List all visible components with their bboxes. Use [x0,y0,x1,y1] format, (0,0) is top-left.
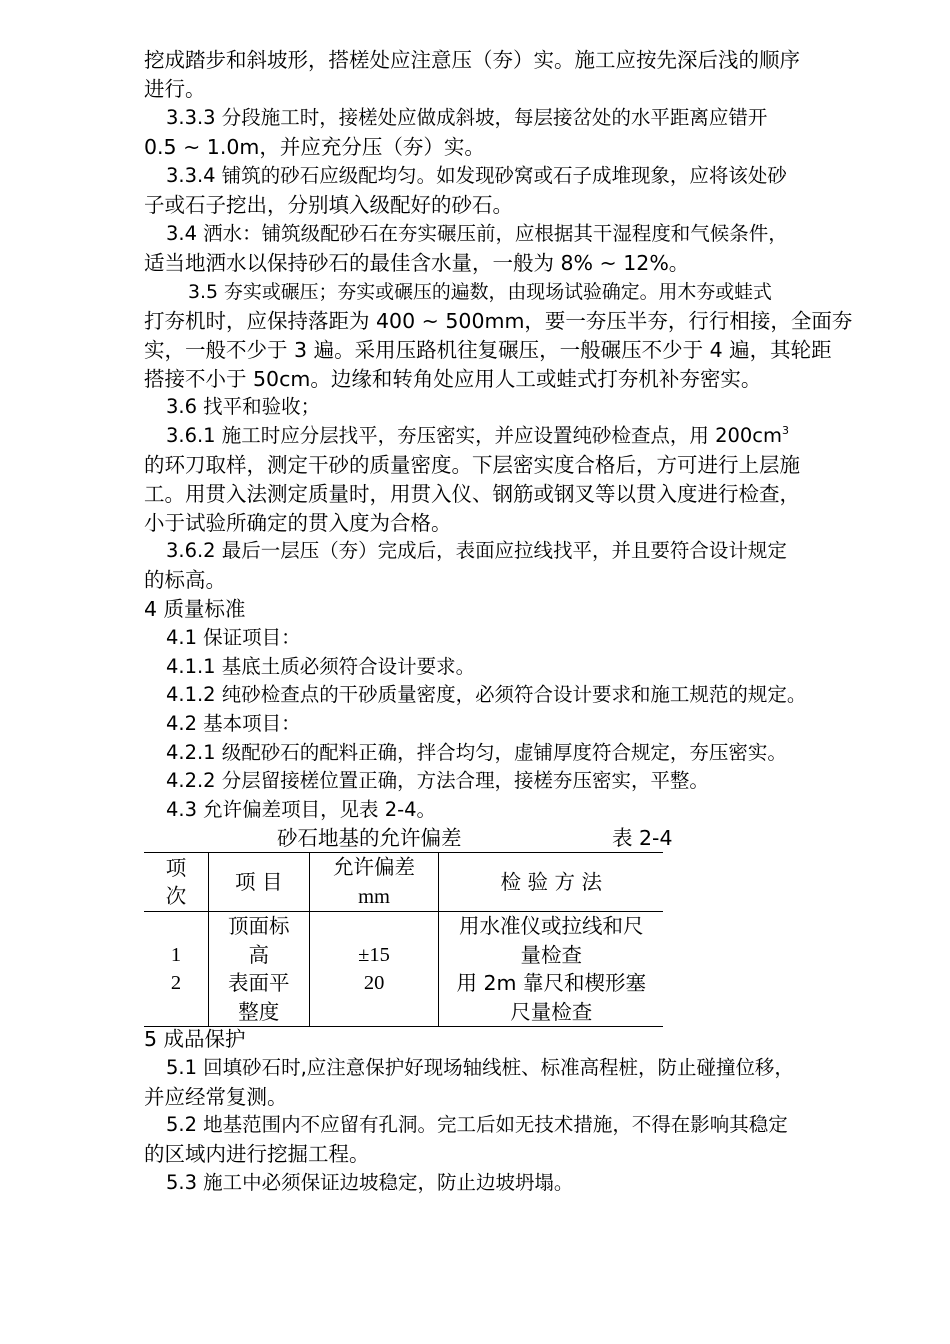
paragraph-line: 小于试验所确定的贯入度为合格。 [144,511,452,535]
table-number: 表 2-4 [612,826,673,850]
clause-4-3: 4.3 允许偏差项目，见表 2-4。 [166,798,437,821]
paragraph-line: 挖成踏步和斜坡形，搭槎处应注意压（夯）实。施工应按先深后浅的顺序 [144,48,800,72]
clause-4-1-1: 4.1.1 基底土质必须符合设计要求。 [166,655,476,678]
deviation-table [144,852,663,1027]
cell-deviation: ±15 20 [309,912,439,1027]
clause-4-2-2: 4.2.2 分层留接槎位置正确，方法合理，接槎夯压密实，平整。 [166,769,709,792]
section-heading-5: 5 成品保护 [144,1027,246,1051]
cubic-superscript: 3 [781,424,789,437]
clause-4-2-1: 4.2.1 级配砂石的配料正确，拌合均匀，虚铺厚度符合规定，夯压密实。 [166,741,787,764]
paragraph-line: 的标高。 [144,568,226,592]
paragraph-line: 打夯机时，应保持落距为 400 ~ 500mm，要一夯压半夯，行行相接，全面夯 [144,309,853,333]
clause-3-6-1 [166,422,906,450]
header-seq: 项 次 [144,853,208,912]
paragraph-line: 实，一般不少于 3 遍。采用压路机往复碾压，一般碾压不少于 4 遍，其轮距 [144,338,832,362]
table-header-row [144,853,663,912]
clause-3-6: 3.6 找平和验收； [166,395,321,418]
paragraph-line: 并应经常复测。 [144,1085,288,1109]
clause-4-1: 4.1 保证项目： [166,626,301,649]
clause-5-2: 5.2 地基范围内不应留有孔洞。完工后如无技术措施，不得在影响其稳定 [166,1113,788,1136]
clause-3-6-2: 3.6.2 最后一层压（夯）完成后，表面应拉线找平，并且要符合设计规定 [166,539,787,562]
header-method: 检 验 方 法 [439,853,663,912]
paragraph-line: 0.5 ~ 1.0m，并应充分压（夯）实。 [144,135,485,159]
clause-3-4: 3.4 洒水：铺筑级配砂石在夯实碾压前，应根据其干湿程度和气候条件， [166,222,788,245]
cell-item: 顶面标 高 表面平 整度 [208,912,309,1027]
clause-3-5: 3.5 夯实或碾压；夯实或碾压的遍数，由现场试验确定。用木夯或蛙式 [188,281,772,303]
clause-3-3-4: 3.3.4 铺筑的砂石应级配均匀。如发现砂窝或石子成堆现象，应将该处砂 [166,164,787,187]
paragraph-line: 的环刀取样，测定干砂的质量密度。下层密实度合格后，方可进行上层施 [144,453,800,477]
table-row [144,912,663,1027]
paragraph-line: 子或石子挖出，分别填入级配好的砂石。 [144,193,513,217]
clause-3-6-1-text: 3.6.1 施工时应分层找平，夯压密实，并应设置纯砂检查点，用 200cm [166,424,782,447]
header-deviation: 允许偏差 mm [309,853,439,912]
clause-5-1: 5.1 回填砂石时,应注意保护好现场轴线桩、标准高程桩，防止碰撞位移， [166,1056,794,1079]
clause-4-1-2: 4.1.2 纯砂检查点的干砂质量密度，必须符合设计要求和施工规范的规定。 [166,683,807,706]
paragraph-line: 适当地洒水以保持砂石的最佳含水量，一般为 8% ~ 12%。 [144,251,690,275]
paragraph-line: 进行。 [144,77,206,101]
clause-4-2: 4.2 基本项目： [166,712,301,735]
clause-3-3-3: 3.3.3 分段施工时，接槎处应做成斜坡，每层接岔处的水平距离应错开 [166,106,768,129]
section-heading-4: 4 质量标准 [144,597,246,621]
paragraph-line: 的区域内进行挖掘工程。 [144,1142,370,1166]
paragraph-line: 工。用贯入法测定质量时，用贯入仪、钢筋或钢叉等以贯入度进行检查， [144,482,800,506]
table-title: 砂石地基的允许偏差 [277,826,462,850]
header-item: 项 目 [208,853,309,912]
paragraph-line: 搭接不小于 50cm。边缘和转角处应用人工或蛙式打夯机补夯密实。 [144,367,762,391]
clause-5-3: 5.3 施工中必须保证边坡稳定，防止边坡坍塌。 [166,1171,574,1194]
cell-method: 用水准仪或拉线和尺 量检查 用 2m 靠尺和楔形塞 尺量检查 [439,912,663,1027]
cell-seq: 1 2 [144,912,208,1027]
